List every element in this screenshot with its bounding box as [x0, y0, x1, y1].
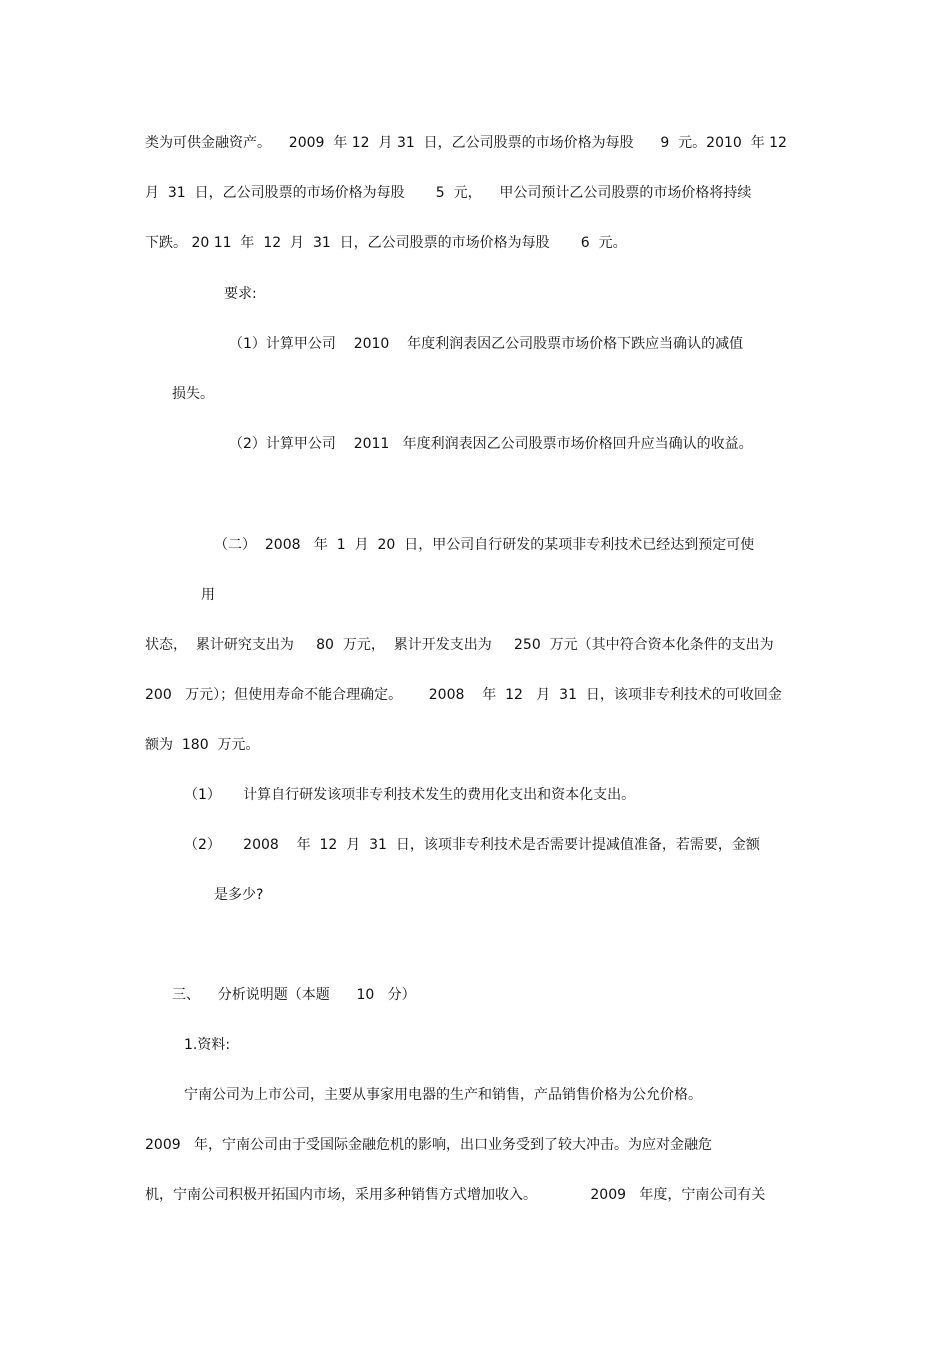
section-two-line-1: （二） 2008 年 1 月 20 日，甲公司自行研发的某项非专利技术已经达到预定可使	[214, 537, 755, 553]
material-label: 1.资料:	[184, 1037, 231, 1053]
question-1-line-1: （1）计算甲公司 2010 年度利润表因乙公司股票市场价格下跌应当确认的减值	[229, 336, 744, 352]
section-two-line-2: 用	[201, 587, 215, 603]
material-line-1: 宁南公司为上市公司，主要从事家用电器的生产和销售，产品销售价格为公允价格。	[184, 1087, 702, 1103]
text-line-2: 月 31 日，乙公司股票的市场价格为每股 5 元， 甲公司预计乙公司股票的市场价格将持续	[145, 185, 752, 201]
section-two-line-4: 200 万元）；但使用寿命不能合理确定。 2008 年 12 月 31 日，该项非专利技术的可收回金	[145, 687, 782, 703]
question-1-line-2: 损失。	[172, 386, 214, 402]
material-line-3: 机，宁南公司积极开拓国内市场，采用多种销售方式增加收入。 2009 年度，宁南公司有关	[145, 1187, 766, 1203]
requirements-label: 要求:	[224, 286, 257, 302]
text-line-3: 下跌。 20 11 年 12 月 31 日，乙公司股票的市场价格为每股 6 元。	[145, 235, 627, 251]
material-line-2: 2009 年，宁南公司由于受国际金融危机的影响，出口业务受到了较大冲击。为应对金融危	[145, 1137, 712, 1153]
subquestion-2-line-1: （2） 2008 年 12 月 31 日，该项非专利技术是否需要计提减值准备，若需要，金额	[184, 837, 760, 853]
section-three-heading: 三、 分析说明题（本题 10 分）	[172, 987, 416, 1003]
section-two-line-5: 额为 180 万元。	[145, 737, 260, 753]
section-two-line-3: 状态， 累计研究支出为 80 万元， 累计开发支出为 250 万元（其中符合资本化条件的支出为	[145, 637, 774, 653]
subquestion-2-line-2: 是多少?	[214, 887, 264, 903]
question-2-line: （2）计算甲公司 2011 年度利润表因乙公司股票市场价格回升应当确认的收益。	[229, 436, 753, 452]
text-line-1: 类为可供金融资产。 2009 年 12 月 31 日，乙公司股票的市场价格为每股 9 元。2010 年 12	[145, 135, 787, 151]
subquestion-1-line: （1） 计算自行研发该项非专利技术发生的费用化支出和资本化支出。	[184, 787, 636, 803]
